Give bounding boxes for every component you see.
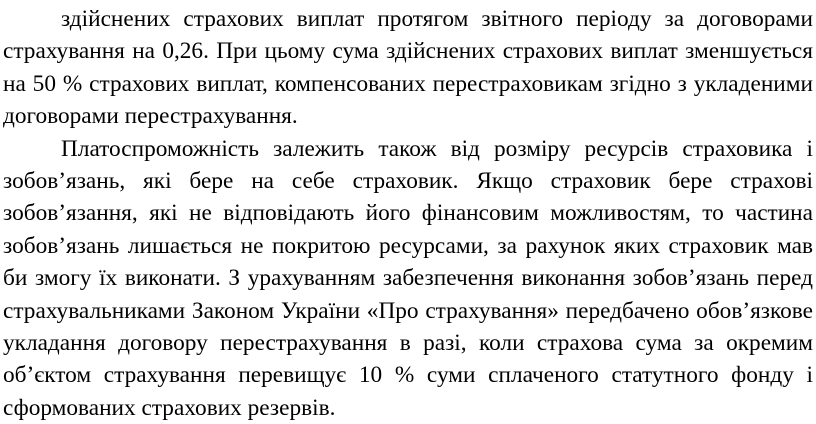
paragraph-1: здійснених страхових виплат протягом звітного періоду за договорами страхування на 0,26. При цьому сума здійснених страхових виплат зменшується на 50 % страхових виплат, компенсованих перестраховикам згідно з укладеними договорами перестрахування.: [3, 6, 813, 130]
paragraph-2: Платоспроможність залежить також від розміру ресурсів страховика і зобов’язань, які бере на себе страховик. Якщо страховик бере страхові зобов’язання, які не відповідають його фінансовим можливостям, то частина зобов’язань лишається не покритою ресурсами, за рахунок яких страховик мав би змогу їх виконати. З урахуванням забезпечення виконання зобов’язань перед страхувальниками Законом України «Про страхування» передбачено обов’язкове укладання договору перестрахування в разі, коли страхова сума за окремим об’єктом страхування перевищує 10 % суми сплаченого статутного фонду і сформованих страхових резервів.: [3, 135, 813, 421]
document-page: [3, 3, 813, 424]
